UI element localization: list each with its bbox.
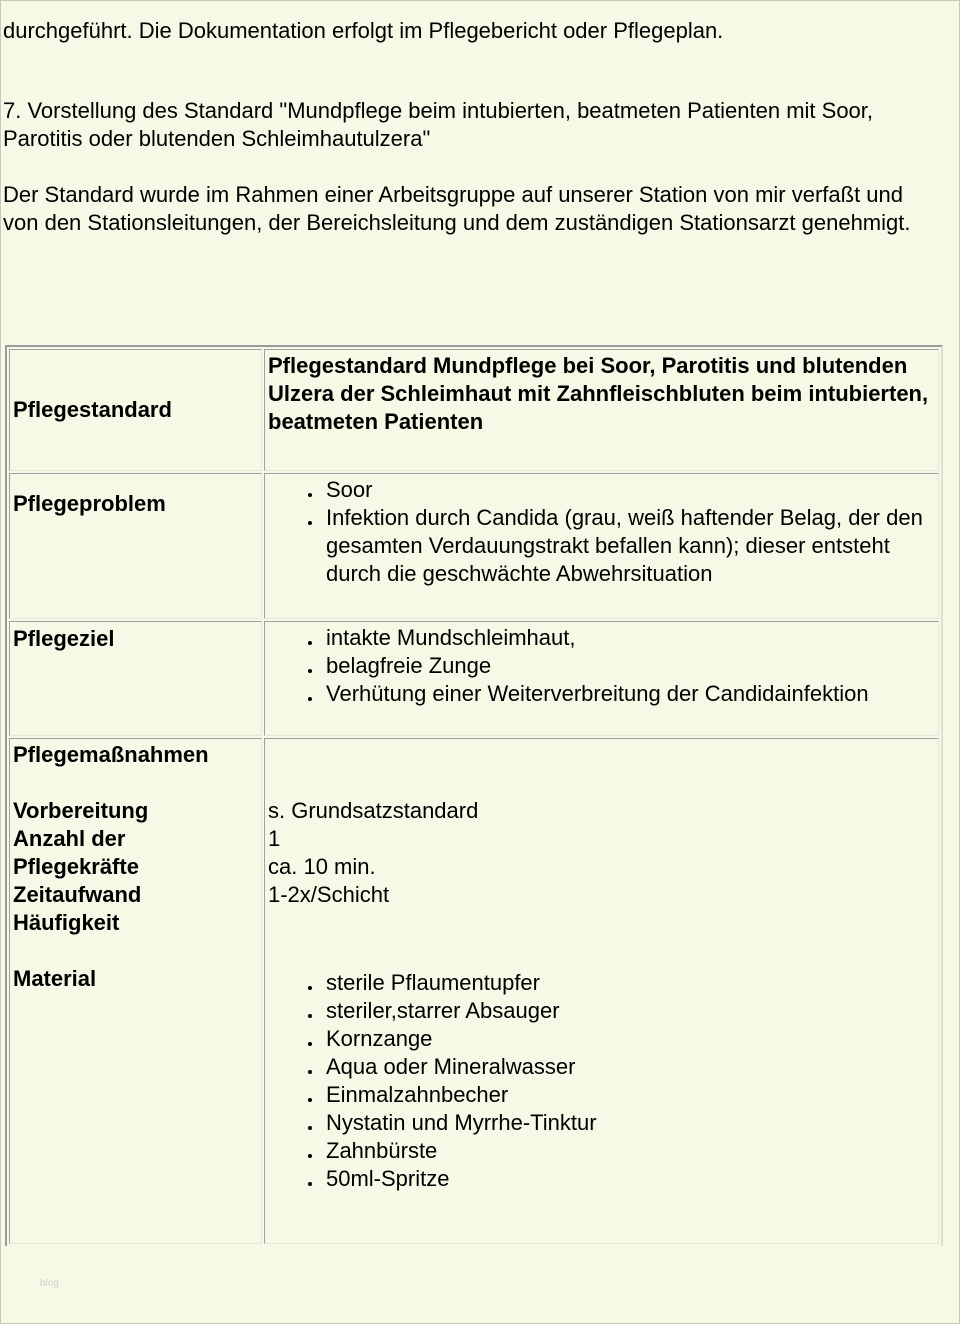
row-problem bbox=[9, 473, 939, 619]
approval-paragraph: Der Standard wurde im Rahmen einer Arbeitsgruppe auf unserer Station von mir verfaßt und von den Stationsleitungen, der Bereichsleitung und dem zuständigen Stationsarzt genehmigt. bbox=[3, 182, 911, 235]
measures-label: Pflegemaßnahmen bbox=[13, 742, 209, 767]
freq-label: Häufigkeit bbox=[13, 910, 120, 935]
list-item: Verhütung einer Weiterverbreitung der Candidainfektion bbox=[304, 680, 935, 708]
row-standard bbox=[9, 349, 939, 471]
prep-label: Vorbereitung bbox=[13, 798, 149, 823]
watermark-text: blog bbox=[40, 1278, 59, 1289]
list-item: steriler,starrer Absauger bbox=[304, 997, 935, 1025]
staff-value: 1 bbox=[268, 826, 281, 851]
freq-value: 1-2x/Schicht bbox=[268, 882, 390, 907]
staff-label: Anzahl der Pflegekräfte bbox=[13, 826, 139, 879]
problem-label bbox=[9, 473, 262, 619]
goal-label-text: Pflegeziel bbox=[13, 626, 115, 651]
material-label: Material bbox=[13, 966, 97, 991]
problem-label-text: Pflegeproblem bbox=[13, 491, 166, 516]
prep-value: s. Grundsatzstandard bbox=[268, 798, 479, 823]
care-standard-table bbox=[5, 345, 943, 1246]
measures-values bbox=[264, 738, 939, 1244]
goal-label bbox=[9, 621, 262, 736]
measures-labels bbox=[9, 738, 262, 1244]
standard-label: Pflegestandard bbox=[9, 349, 262, 471]
list-item: Zahnbürste bbox=[304, 1137, 935, 1165]
list-item: 50ml-Spritze bbox=[304, 1165, 935, 1193]
problem-list bbox=[268, 476, 935, 588]
problem-cell bbox=[264, 473, 939, 619]
list-item: intakte Mundschleimhaut, bbox=[304, 624, 935, 652]
list-item: Infektion durch Candida (grau, weiß haftender Belag, der den gesamten Verdauungstrakt befallen kann); dieser entsteht durch die geschwächte Abwehrsituation bbox=[304, 504, 935, 588]
list-item: belagfreie Zunge bbox=[304, 652, 935, 680]
row-measures bbox=[9, 738, 939, 1244]
standard-title: Pflegestandard Mundpflege bei Soor, Parotitis und blutenden Ulzera der Schleimhaut mit Zahnfleischbluten beim intubierten, beatmeten Patienten bbox=[264, 349, 939, 471]
intro-paragraph: durchgeführt. Die Dokumentation erfolgt im Pflegebericht oder Pflegeplan. bbox=[3, 18, 724, 43]
row-goal bbox=[9, 621, 939, 736]
time-value: ca. 10 min. bbox=[268, 854, 376, 879]
list-item: sterile Pflaumentupfer bbox=[304, 969, 935, 997]
list-item: Nystatin und Myrrhe-Tinktur bbox=[304, 1109, 935, 1137]
list-item: Aqua oder Mineralwasser bbox=[304, 1053, 935, 1081]
goal-list bbox=[268, 624, 935, 708]
list-item: Einmalzahnbecher bbox=[304, 1081, 935, 1109]
time-label: Zeitaufwand bbox=[13, 882, 142, 907]
goal-cell bbox=[264, 621, 939, 736]
material-list bbox=[268, 969, 935, 1193]
list-item: Soor bbox=[304, 476, 935, 504]
section-7-heading: 7. Vorstellung des Standard "Mundpflege beim intubierten, beatmeten Patienten mit Soor, Parotitis oder blutenden Schleimhautulzera" bbox=[3, 98, 874, 151]
list-item: Kornzange bbox=[304, 1025, 935, 1053]
